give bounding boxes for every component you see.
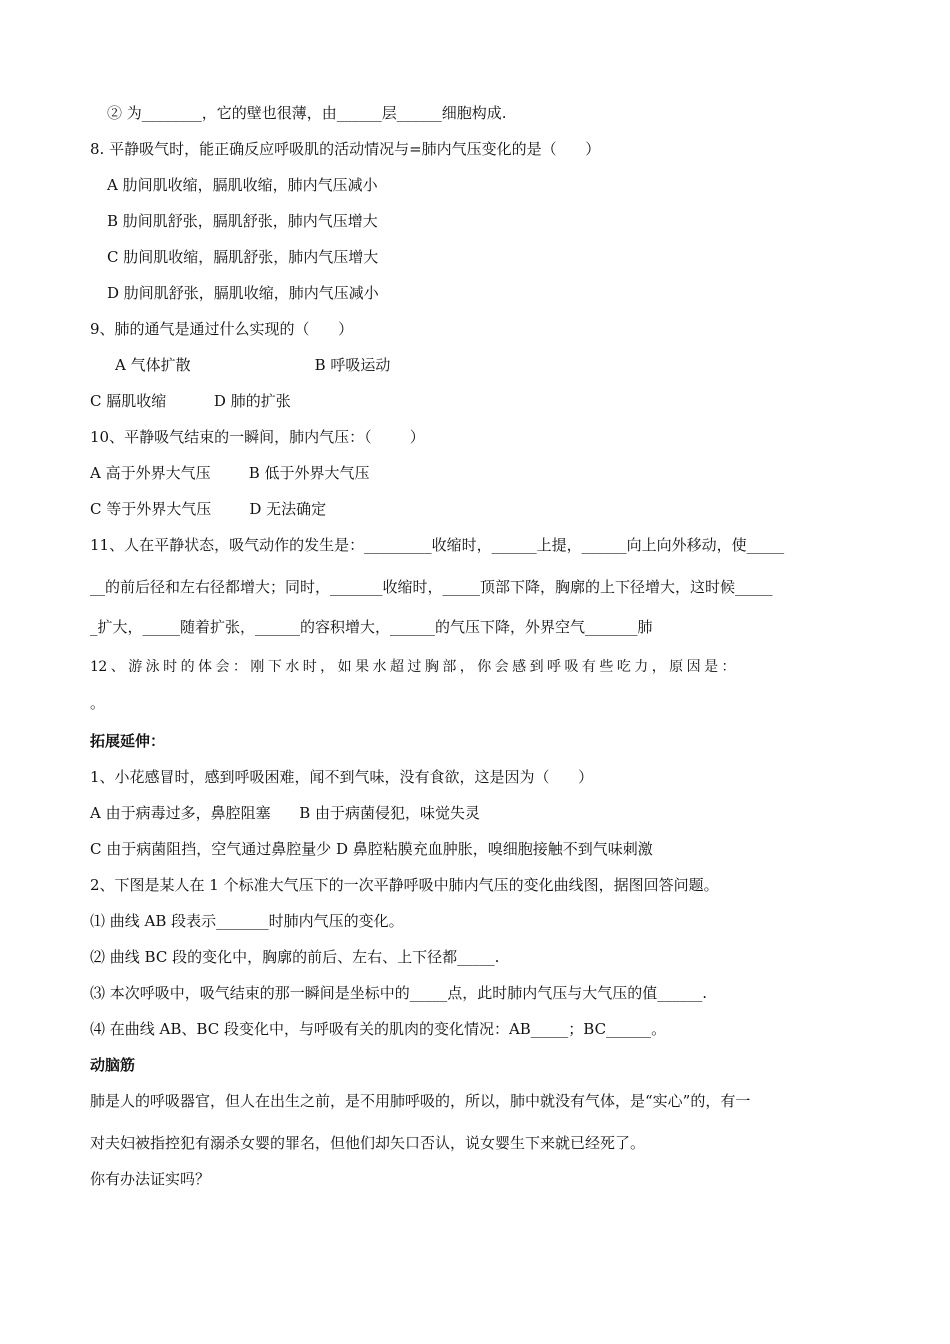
doc-line: ② 为________，它的壁也很薄，由______层______细胞构成.: [107, 104, 507, 122]
options-cd: C 等于外界大气压 D 无法确定: [90, 500, 327, 518]
options-ab: A 气体扩散 B 呼吸运动: [115, 356, 391, 374]
option-c: C 肋间肌收缩，膈肌舒张，肺内气压增大: [107, 248, 379, 266]
ext-question-2: 2、下图是某人在 1 个标准大气压下的一次平静呼吸中肺内气压的变化曲线图，据图回答问题。: [90, 876, 719, 894]
sub-question-2: ⑵ 曲线 BC 段的变化中，胸廓的前后、左右、上下径都_____.: [90, 948, 500, 966]
section-heading: 拓展延伸：: [90, 732, 166, 750]
options-ab: A 高于外界大气压 B 低于外界大气压: [90, 464, 370, 482]
sub-question-1: ⑴ 曲线 AB 段表示_______时肺内气压的变化。: [90, 912, 404, 930]
options-cd: C 膈肌收缩 D 肺的扩张: [90, 392, 291, 410]
question-10: 10、平静吸气结束的一瞬间，肺内气压：（ ）: [90, 428, 425, 446]
question-11-cont: __的前后径和左右径都增大；同时，_______收缩时，_____顶部下降，胸廓的上下径增大，这时候_____: [90, 578, 773, 596]
question-11: 11、人在平静状态，吸气动作的发生是：_________收缩时，______上提，______向上向外移动，使_____: [90, 536, 785, 554]
section-heading: 动脑筋: [90, 1056, 136, 1074]
options-ab: A 由于病毒过多，鼻腔阻塞 B 由于病菌侵犯，味觉失灵: [90, 804, 481, 822]
answer-end: 。: [90, 694, 106, 712]
paragraph-line: 你有办法证实吗？: [90, 1170, 211, 1188]
options-cd: C 由于病菌阻挡，空气通过鼻腔量少 D 鼻腔粘膜充血肿胀，嗅细胞接触不到气味刺激: [90, 840, 653, 858]
ext-question-1: 1、小花感冒时，感到呼吸困难，闻不到气味，没有食欲，这是因为（ ）: [90, 768, 594, 786]
sub-question-3: ⑶ 本次呼吸中，吸气结束的那一瞬间是坐标中的_____点，此时肺内气压与大气压的值______.: [90, 984, 708, 1002]
question-12: 12 、 游 泳 时 的 体 会 ： 刚 下 水 时 ， 如 果 水 超 过 胸 部 ， 你 会 感 到 呼 吸 有 些 吃 力 ， 原 因 是 ：: [90, 659, 736, 675]
option-b: B 肋间肌舒张，膈肌舒张，肺内气压增大: [107, 212, 378, 230]
option-a: A 肋间肌收缩，膈肌收缩，肺内气压减小: [107, 176, 378, 194]
paragraph-line: 对夫妇被指控犯有溺杀女婴的罪名，但他们却矢口否认，说女婴生下来就已经死了。: [90, 1134, 646, 1152]
question-9: 9、肺的通气是通过什么实现的（ ）: [90, 320, 354, 338]
option-d: D 肋间肌舒张，膈肌收缩，肺内气压减小: [107, 284, 379, 302]
question-8: 8. 平静吸气时，能正确反应呼吸肌的活动情况与=肺内气压变化的是（ ）: [90, 140, 601, 158]
sub-question-4: ⑷ 在曲线 AB、BC 段变化中，与呼吸有关的肌肉的变化情况：AB_____；BC______。: [90, 1020, 667, 1038]
paragraph-line: 肺是人的呼吸器官，但人在出生之前，是不用肺呼吸的，所以，肺中就没有气体，是“实心”的，有一: [90, 1092, 751, 1110]
question-11-cont: _扩大，_____随着扩张，______的容积增大，______的气压下降，外界空气_______肺: [90, 618, 653, 636]
